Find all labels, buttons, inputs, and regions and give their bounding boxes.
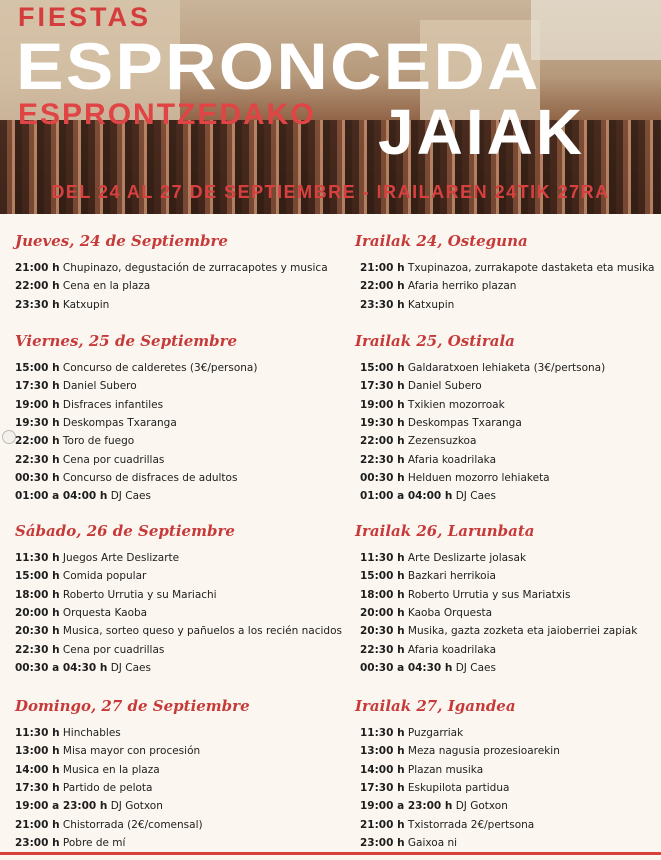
esprontzedako-heading: ESPRONTZEDAKO bbox=[18, 98, 316, 131]
event-row bbox=[15, 380, 137, 392]
event-time: 15:00 h bbox=[360, 570, 405, 583]
event-description: Afaria herriko plazan bbox=[407, 280, 517, 293]
event-description: Txikien mozorroak bbox=[407, 398, 505, 411]
day-heading: Irailak 24, Osteguna bbox=[355, 232, 528, 250]
event-time: 14:00 h bbox=[360, 763, 405, 776]
event-time: 00:30 h bbox=[360, 471, 405, 484]
event-time: 22:00 h bbox=[360, 435, 405, 448]
event-row bbox=[15, 819, 203, 831]
event-time: 20:00 h bbox=[15, 606, 60, 619]
event-time: 15:00 h bbox=[360, 362, 405, 374]
event-row bbox=[360, 782, 509, 794]
event-row bbox=[15, 800, 163, 812]
event-row bbox=[360, 764, 483, 776]
day-heading: Irailak 25, Ostirala bbox=[355, 332, 515, 350]
event-description: Arte Deslizarte jolasak bbox=[407, 552, 527, 564]
event-description: Chupinazo, degustación de zurracapotes y musica bbox=[62, 262, 328, 274]
event-description: Daniel Subero bbox=[407, 380, 482, 393]
event-time: 22:00 h bbox=[360, 280, 405, 293]
event-time: 20:30 h bbox=[360, 625, 405, 638]
event-row bbox=[15, 399, 163, 411]
event-description: DJ Caes bbox=[110, 661, 151, 674]
event-description: Cena por cuadrillas bbox=[62, 453, 165, 466]
event-description: Orquesta Kaoba bbox=[62, 606, 148, 619]
event-description: Roberto Urrutia y sus Mariatxis bbox=[407, 588, 571, 601]
event-description: Txupinazoa, zurrakapote dastaketa eta musika bbox=[407, 262, 655, 274]
event-time: 22:00 h bbox=[15, 435, 60, 448]
event-time: 19:00 h bbox=[15, 398, 60, 411]
event-row bbox=[360, 745, 560, 757]
event-time: 22:30 h bbox=[360, 643, 405, 656]
event-description: Cena por cuadrillas bbox=[62, 643, 165, 656]
event-time: 21:00 h bbox=[15, 262, 60, 274]
event-description: DJ Caes bbox=[455, 490, 496, 503]
event-description: Katxupin bbox=[407, 298, 455, 311]
event-row bbox=[360, 299, 454, 311]
event-description: Toro de fuego bbox=[62, 435, 135, 448]
event-description: Hinchables bbox=[62, 727, 121, 739]
event-description: Roberto Urrutia y su Mariachi bbox=[62, 588, 217, 601]
event-description: Gaixoa ni bbox=[407, 836, 458, 849]
dates-banner: DEL 24 AL 27 DE SEPTIEMBRE - IRAILAREN 24TIK 27RA bbox=[51, 182, 610, 202]
event-time: 23:30 h bbox=[360, 298, 405, 311]
day-heading: Jueves, 24 de Septiembre bbox=[15, 232, 228, 250]
event-description: Cena en la plaza bbox=[62, 280, 151, 293]
event-time: 17:30 h bbox=[15, 781, 60, 794]
event-row bbox=[15, 589, 217, 601]
event-time: 21:00 h bbox=[360, 262, 405, 274]
event-row bbox=[360, 727, 463, 739]
event-row bbox=[15, 417, 177, 429]
event-row bbox=[15, 745, 200, 757]
event-row bbox=[15, 362, 257, 374]
event-time: 00:30 a 04:30 h bbox=[15, 661, 108, 674]
header-banner bbox=[0, 0, 661, 214]
event-row bbox=[15, 607, 147, 619]
event-time: 19:30 h bbox=[15, 416, 60, 429]
event-time: 17:30 h bbox=[360, 380, 405, 393]
event-description: Musika, gazta zozketa eta jaioberriei zapiak bbox=[407, 625, 638, 638]
event-row bbox=[360, 800, 508, 812]
event-description: Eskupilota partidua bbox=[407, 781, 510, 794]
event-description: Plazan musika bbox=[407, 763, 484, 776]
event-description: DJ Gotxon bbox=[455, 800, 508, 813]
event-time: 00:30 a 04:30 h bbox=[360, 661, 453, 674]
event-row bbox=[360, 399, 505, 411]
event-row bbox=[360, 435, 476, 447]
event-row bbox=[15, 299, 109, 311]
event-time: 22:30 h bbox=[360, 453, 405, 466]
event-time: 22:30 h bbox=[15, 643, 60, 656]
event-time: 19:00 a 23:00 h bbox=[360, 800, 453, 813]
event-time: 17:30 h bbox=[360, 781, 405, 794]
event-description: Bazkari herrikoia bbox=[407, 570, 496, 583]
event-time: 11:30 h bbox=[360, 727, 405, 739]
event-row bbox=[15, 662, 151, 674]
event-description: Zezensuzkoa bbox=[407, 435, 477, 448]
event-time: 13:00 h bbox=[360, 745, 405, 758]
event-description: DJ Caes bbox=[455, 661, 496, 674]
event-time: 00:30 h bbox=[15, 471, 60, 484]
event-time: 22:00 h bbox=[15, 280, 60, 293]
jaiak-title: JAIAK bbox=[378, 96, 586, 168]
event-description: Katxupin bbox=[62, 298, 110, 311]
event-description: Disfraces infantiles bbox=[62, 398, 164, 411]
day-heading: Irailak 27, Igandea bbox=[355, 697, 516, 715]
event-row bbox=[15, 454, 164, 466]
event-row bbox=[360, 380, 482, 392]
event-row bbox=[15, 837, 125, 849]
event-row bbox=[15, 782, 152, 794]
event-time: 20:30 h bbox=[15, 625, 60, 638]
event-row bbox=[360, 589, 570, 601]
event-description: Puzgarriak bbox=[407, 727, 464, 739]
event-time: 22:30 h bbox=[15, 453, 60, 466]
event-time: 01:00 a 04:00 h bbox=[360, 490, 453, 503]
event-row bbox=[15, 262, 328, 274]
event-description: Musica, sorteo queso y pañuelos a los recién nacidos bbox=[62, 625, 342, 638]
espronceda-title: ESPRONCEDA bbox=[16, 29, 541, 103]
event-time: 18:00 h bbox=[15, 588, 60, 601]
fiestas-heading: FIESTAS bbox=[18, 2, 152, 32]
event-row bbox=[360, 417, 522, 429]
event-time: 15:00 h bbox=[15, 362, 60, 374]
event-description: Pobre de mí bbox=[62, 836, 126, 849]
event-row bbox=[360, 644, 496, 656]
event-row bbox=[360, 819, 534, 831]
event-time: 14:00 h bbox=[15, 763, 60, 776]
event-description: Kaoba Orquesta bbox=[407, 606, 493, 619]
event-description: Galdaratxoen lehiaketa (3€/pertsona) bbox=[407, 362, 606, 374]
bottom-divider bbox=[0, 852, 661, 855]
event-time: 17:30 h bbox=[15, 380, 60, 393]
event-time: 21:00 h bbox=[15, 818, 60, 831]
event-row bbox=[15, 552, 179, 564]
event-row bbox=[15, 625, 342, 637]
sky-area bbox=[531, 0, 661, 60]
event-time: 20:00 h bbox=[360, 606, 405, 619]
event-description: Deskompas Txaranga bbox=[62, 416, 177, 429]
event-time: 19:00 a 23:00 h bbox=[15, 800, 108, 813]
event-row bbox=[360, 607, 492, 619]
event-description: Concurso de calderetes (3€/persona) bbox=[62, 362, 258, 374]
event-description: Partido de pelota bbox=[62, 781, 153, 794]
event-description: Meza nagusia prozesioarekin bbox=[407, 745, 560, 758]
event-description: Deskompas Txaranga bbox=[407, 416, 522, 429]
day-heading: Domingo, 27 de Septiembre bbox=[15, 697, 250, 715]
event-description: Daniel Subero bbox=[62, 380, 137, 393]
event-description: DJ Caes bbox=[110, 490, 151, 503]
event-description: Concurso de disfraces de adultos bbox=[62, 471, 238, 484]
event-time: 01:00 a 04:00 h bbox=[15, 490, 108, 503]
day-heading: Viernes, 25 de Septiembre bbox=[15, 332, 238, 350]
event-row bbox=[15, 764, 160, 776]
event-time: 11:30 h bbox=[15, 552, 60, 564]
carousel-dot-icon[interactable] bbox=[2, 430, 16, 444]
event-description: Juegos Arte Deslizarte bbox=[62, 552, 180, 564]
event-time: 18:00 h bbox=[360, 588, 405, 601]
event-row bbox=[360, 570, 496, 582]
event-time: 19:30 h bbox=[360, 416, 405, 429]
event-row bbox=[360, 262, 654, 274]
event-time: 13:00 h bbox=[15, 745, 60, 758]
event-row bbox=[360, 280, 516, 292]
event-time: 21:00 h bbox=[360, 818, 405, 831]
event-time: 15:00 h bbox=[15, 570, 60, 583]
event-row bbox=[15, 490, 151, 502]
day-heading: Irailak 26, Larunbata bbox=[355, 522, 535, 540]
event-description: DJ Gotxon bbox=[110, 800, 163, 813]
event-description: Chistorrada (2€/comensal) bbox=[62, 818, 203, 831]
event-row bbox=[15, 727, 121, 739]
event-description: Txistorrada 2€/pertsona bbox=[407, 818, 535, 831]
event-time: 19:00 h bbox=[360, 398, 405, 411]
event-row bbox=[15, 570, 146, 582]
event-row bbox=[360, 837, 457, 849]
event-row bbox=[15, 280, 150, 292]
event-row bbox=[15, 472, 237, 484]
event-description: Misa mayor con procesión bbox=[62, 745, 201, 758]
event-row bbox=[360, 490, 496, 502]
event-row bbox=[360, 625, 637, 637]
event-time: 23:00 h bbox=[360, 836, 405, 849]
event-row bbox=[360, 454, 496, 466]
event-row bbox=[360, 552, 526, 564]
event-time: 11:30 h bbox=[15, 727, 60, 739]
event-description: Musica en la plaza bbox=[62, 763, 160, 776]
event-description: Afaria koadrilaka bbox=[407, 453, 496, 466]
event-description: Comida popular bbox=[62, 570, 147, 583]
event-row bbox=[360, 362, 605, 374]
event-row bbox=[15, 644, 164, 656]
event-row bbox=[15, 435, 134, 447]
event-description: Helduen mozorro lehiaketa bbox=[407, 471, 550, 484]
event-time: 23:00 h bbox=[15, 836, 60, 849]
event-description: Afaria koadrilaka bbox=[407, 643, 496, 656]
day-heading: Sábado, 26 de Septiembre bbox=[15, 522, 235, 540]
event-time: 11:30 h bbox=[360, 552, 405, 564]
event-row bbox=[360, 472, 550, 484]
event-time: 23:30 h bbox=[15, 298, 60, 311]
event-row bbox=[360, 662, 496, 674]
